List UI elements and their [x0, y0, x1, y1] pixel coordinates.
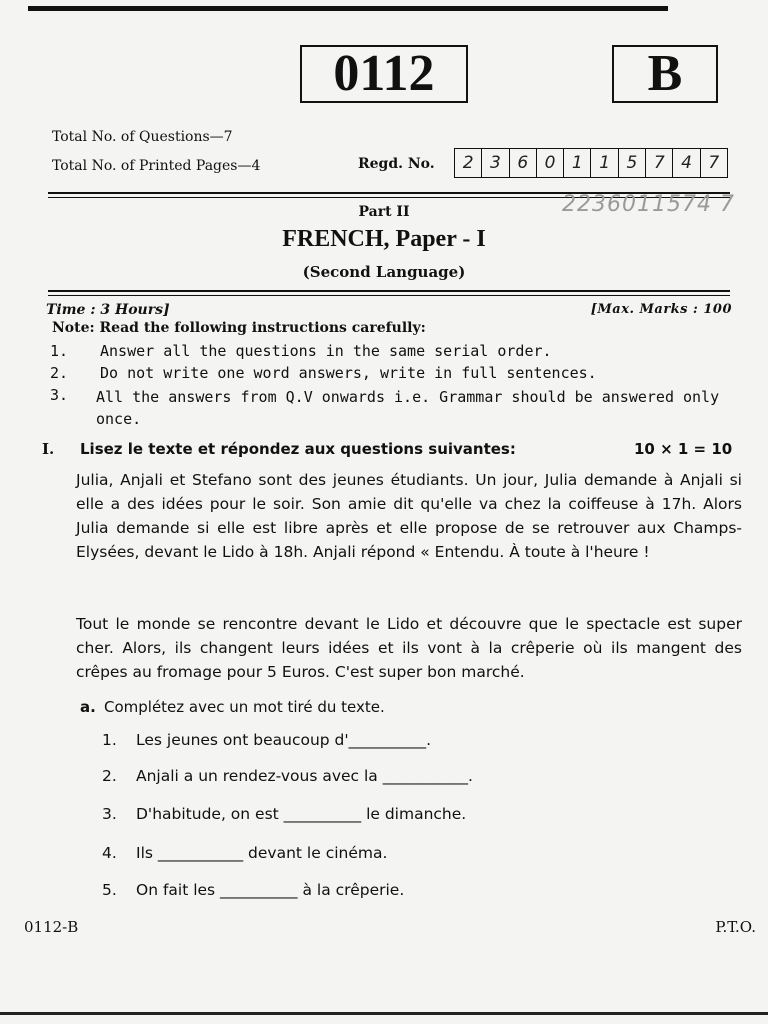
regd-digit: 4	[673, 149, 700, 177]
instruction-text: Do not write one word answers, write in full sentences.	[100, 364, 597, 382]
instruction-text: Answer all the questions in the same serial order.	[100, 342, 552, 360]
regd-digit: 1	[591, 149, 618, 177]
set-letter-box: B	[612, 45, 718, 103]
section-number: I.	[42, 440, 55, 458]
question-number: 5.	[102, 881, 117, 899]
bottom-border-rule	[0, 1012, 768, 1015]
section-marks: 10 × 1 = 10	[634, 440, 733, 458]
footer-pto: P.T.O.	[715, 918, 756, 936]
question-text: Ils ___________ devant le cinéma.	[136, 844, 388, 862]
question-number: 4.	[102, 844, 117, 862]
top-border-rule	[28, 6, 668, 11]
question-number: 2.	[102, 767, 117, 785]
question-text: Anjali a un rendez-vous avec la ___________.	[136, 767, 473, 785]
part-label: Part II	[358, 204, 410, 220]
instruction-number: 1.	[50, 342, 69, 360]
question-text: On fait les __________ à la crêperie.	[136, 881, 405, 899]
regd-digit: 7	[708, 153, 720, 173]
total-printed-pages: Total No. of Printed Pages—4	[52, 158, 261, 174]
handwritten-regd-number: 2236011574 7	[562, 192, 735, 217]
footer-paper-code: 0112-B	[24, 918, 79, 936]
reading-paragraph-1: Julia, Anjali et Stefano sont des jeunes étudiants. Un jour, Julia demande à Anjali si elle a des idées pour le soir. Son amie dit qu'elle va chez la coiffeuse à 17h. Alors Julia demande si elle est libre après et elle propose de se retrouver aux Champs-Elysées, devant le Lido à 18h. Anjali répond « Entendu. À toute à l'heure !	[76, 471, 742, 561]
regd-digit: 7	[646, 149, 673, 177]
paper-code-box: 0112	[300, 45, 468, 103]
total-questions: Total No. of Questions—7	[52, 129, 233, 145]
question-text: Les jeunes ont beaucoup d'__________.	[136, 731, 432, 749]
regd-number-box	[454, 148, 728, 178]
regd-digit: 6	[510, 149, 537, 177]
exam-title: FRENCH, Paper - I	[282, 226, 486, 252]
question-number: 1.	[102, 731, 117, 749]
regd-digit: 5	[619, 149, 646, 177]
regd-label: Regd. No.	[358, 156, 435, 172]
regd-digit: 0	[537, 149, 564, 177]
max-marks: [Max. Marks : 100	[590, 302, 732, 317]
task-instruction: Complétez avec un mot tiré du texte.	[104, 698, 385, 716]
task-label: a.	[80, 698, 96, 716]
section-title: Lisez le texte et répondez aux questions suivantes:	[80, 440, 516, 458]
instruction-text: All the answers from Q.V onwards i.e. Grammar should be answered only once.	[96, 388, 720, 428]
exam-subtitle: (Second Language)	[302, 263, 466, 281]
title-double-rule	[48, 290, 730, 296]
note-heading: Note: Read the following instructions carefully:	[52, 320, 426, 336]
regd-digit: 2	[455, 149, 482, 177]
instruction-number: 2.	[50, 364, 69, 382]
question-number: 3.	[102, 805, 117, 823]
time-allowed: Time : 3 Hours]	[46, 302, 170, 318]
question-text: D'habitude, on est __________ le dimanche.	[136, 805, 467, 823]
regd-digit: 3	[482, 149, 509, 177]
reading-paragraph-2: Tout le monde se rencontre devant le Lido et découvre que le spectacle est super cher. Alors, ils changent leurs idées et ils vont à la crêperie où ils mangent des crêpes au fromage pour 5 Euros. C'est super bon marché.	[76, 615, 742, 681]
instruction-number: 3.	[50, 386, 69, 404]
regd-digit: 1	[564, 149, 591, 177]
